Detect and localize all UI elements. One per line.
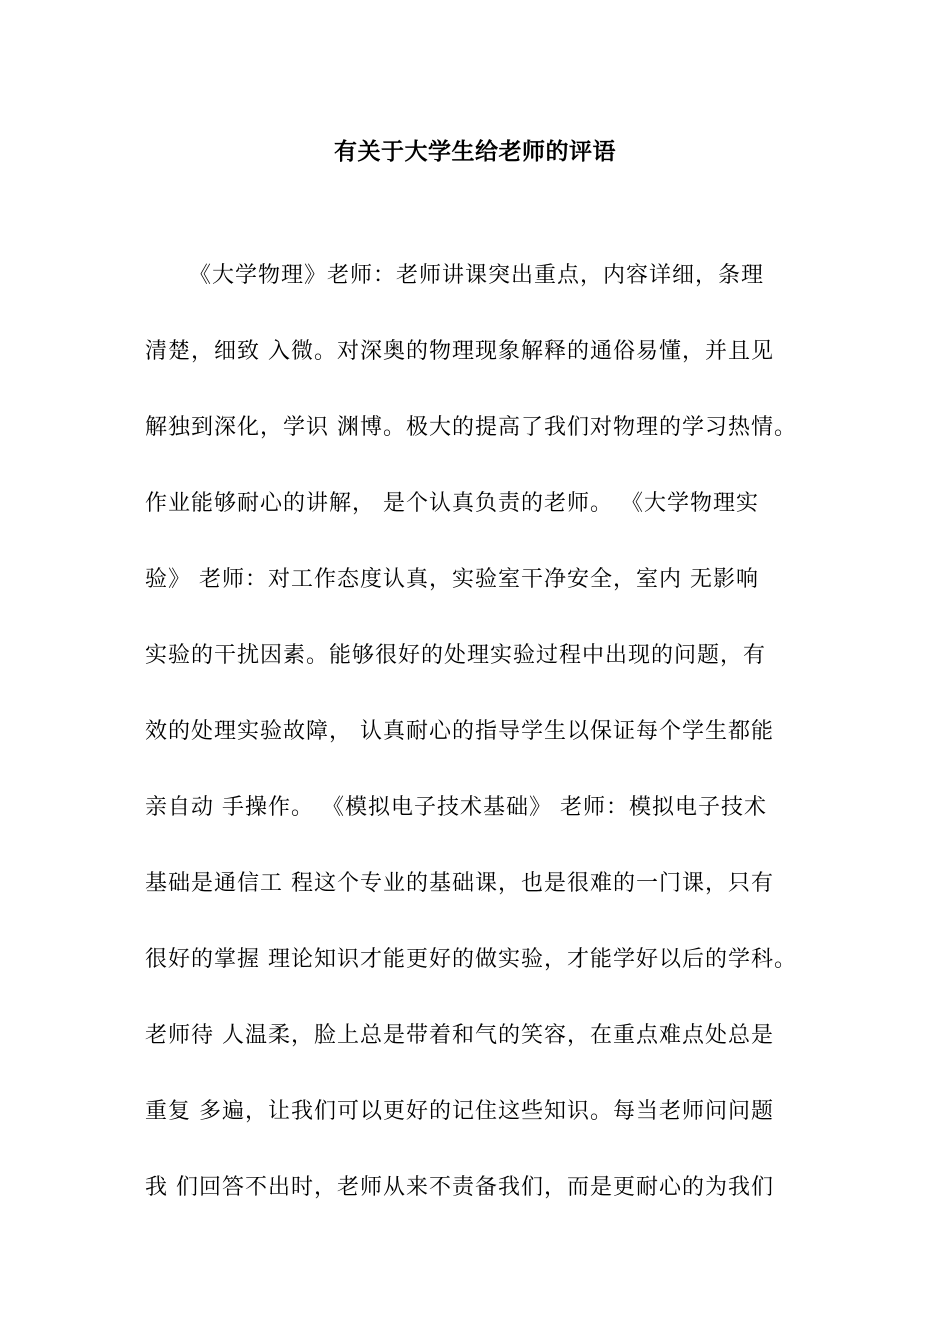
paragraph-line: 实验的干扰因素。能够很好的处理实验过程中出现的问题，有 <box>145 643 767 668</box>
paragraph-line: 重复 多遍，让我们可以更好的记住这些知识。每当老师问问题 <box>145 1099 774 1124</box>
paragraph-line: 验》 老师：对工作态度认真，实验室干净安全，室内 无影响 <box>145 567 759 592</box>
paragraph-line: 解独到深化，学识 渊博。极大的提高了我们对物理的学习热情。 <box>145 415 797 440</box>
document-body <box>145 256 825 1244</box>
paragraph-line: 基础是通信工 程这个专业的基础课，也是很难的一门课，只有 <box>145 871 774 896</box>
paragraph-line: 我 们回答不出时，老师从来不责备我们，而是更耐心的为我们 <box>145 1175 774 1200</box>
paragraph-line: 亲自动 手操作。 《模拟电子技术基础》 老师：模拟电子技术 <box>145 795 767 820</box>
paragraph-line: 清楚，细致 入微。对深奥的物理现象解释的通俗易懂，并且见 <box>145 339 774 364</box>
paragraph-line: 老师待 人温柔，脸上总是带着和气的笑容，在重点难点处总是 <box>145 1023 774 1048</box>
document-title: 有关于大学生给老师的评语 <box>334 139 616 165</box>
paragraph-line: 很好的掌握 理论知识才能更好的做实验，才能学好以后的学科。 <box>145 947 797 972</box>
paragraph-line: 《大学物理》老师：老师讲课突出重点，内容详细，条理 <box>189 263 765 288</box>
paragraph-line: 效的处理实验故障， 认真耐心的指导学生以保证每个学生都能 <box>145 719 774 744</box>
paragraph-line: 作业能够耐心的讲解， 是个认真负责的老师。 《大学物理实 <box>145 491 759 516</box>
